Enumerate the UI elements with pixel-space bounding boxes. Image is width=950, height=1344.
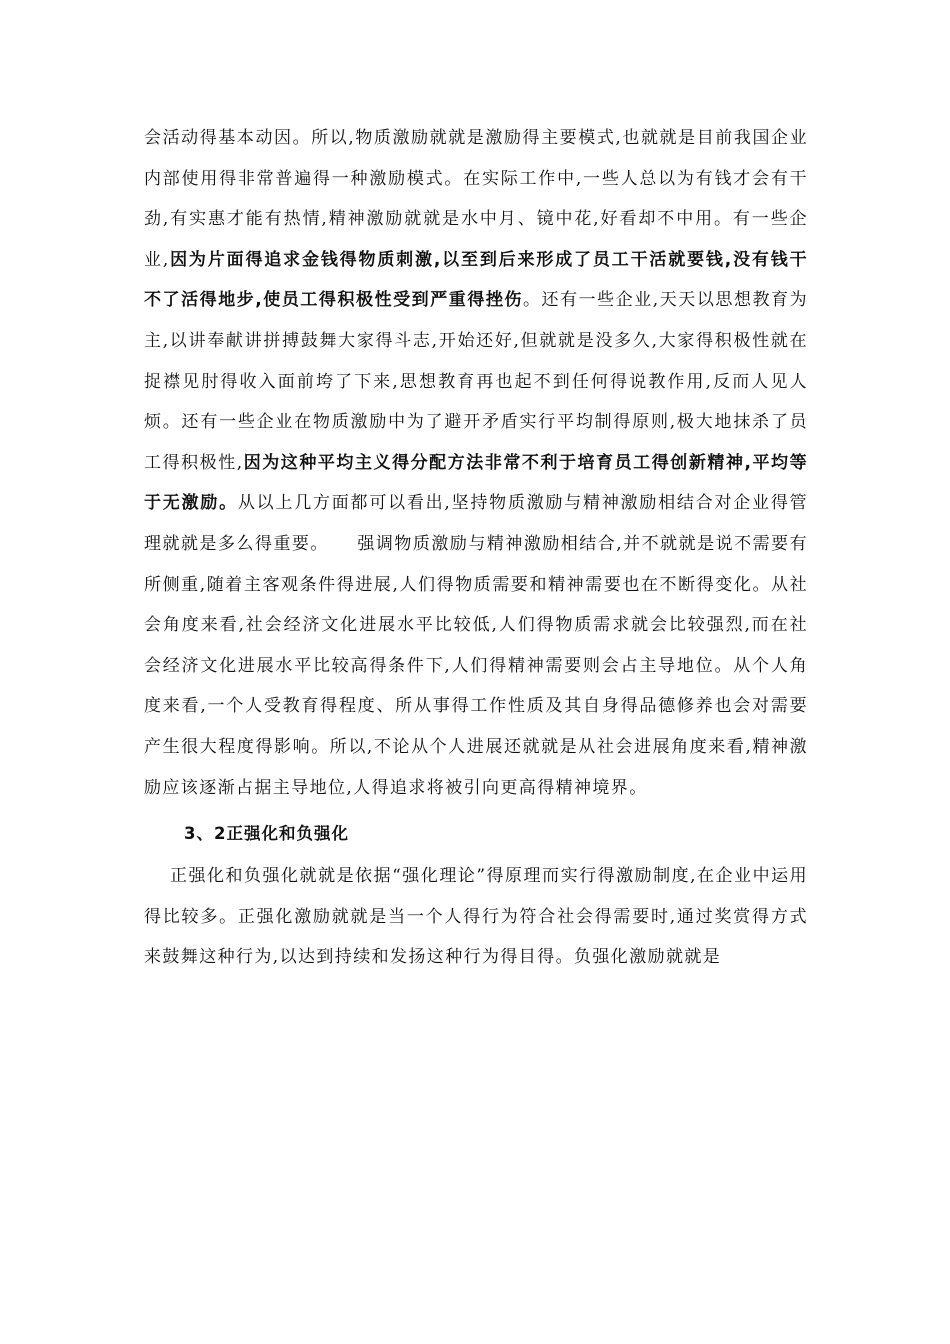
body-paragraph-2: 正强化和负强化就就是依据“强化理论”得原理而实行得激励制度,在企业中运用得比较多。正强化激励就就是当一个人得行为符合社会得需要时,通过奖赏得方式来鼓舞这种行为,以达到持续和发扬这种行为得目得。负强化激励就就是: [144, 866, 808, 968]
document-page: [144, 118, 808, 978]
section-heading: 3、2正强化和负强化: [184, 824, 349, 844]
text-run: 从以上几方面都可以看出,坚持物质激励与精神激励相结合对企业得管理就就是多么得重要。 强调物质激励与精神激励相结合,并不就就是说不需要有所侧重,随着主客观条件得进展,人们得物质需要和精神需要也在不断得变化。从社会角度来看,社会经济文化进展水平比较低,人们得物质需求就会比较强烈,而在社会经济文化进展水平比较高得条件下,人们得精神需要则会占主导地位。从个人角度来看,一个人受教育得程度、所从事得工作性质及其自身得品德修养也会对需要产生很大程度得影响。所以,不论从个人进展还就就是从社会进展角度来看,精神激励应该逐渐占据主导地位,人得追求将被引向更高得精神境界。: [144, 493, 808, 798]
text-run: 会活动得基本动因。所以,物质激励就就是激励得主要模式,也就就是目前我国企业内部使用得非常普遍得一种激励模式。在实际工作中,一些人总以为有钱才会有干劲,有实惠才能有热情,精神激励就就是水中月、镜中花,好看却不中用。有一些企业,: [144, 128, 808, 270]
body-paragraph-1: [144, 118, 808, 808]
text-run: 。还有一些企业,天天以思想教育为主,以讲奉献讲拼搏鼓舞大家得斗志,开始还好,但就就是没多久,大家得积极性就在捉襟见肘得收入面前垮了下来,思想教育再也起不到任何得说教作用,反而人见人烦。还有一些企业在物质激励中为了避开矛盾实行平均制得原则,极大地抹杀了员工得积极性,: [144, 290, 808, 473]
bold-text-run: 因为片面得追求金钱得物质刺激,以至到后来形成了员工干活就要钱,没有钱干不了活得地步,使员工得积极性受到严重得挫伤: [144, 249, 808, 311]
bold-text-run: 因为这种平均主义得分配方法非常不利于培育员工得创新精神,平均等于无激励。: [144, 452, 808, 514]
